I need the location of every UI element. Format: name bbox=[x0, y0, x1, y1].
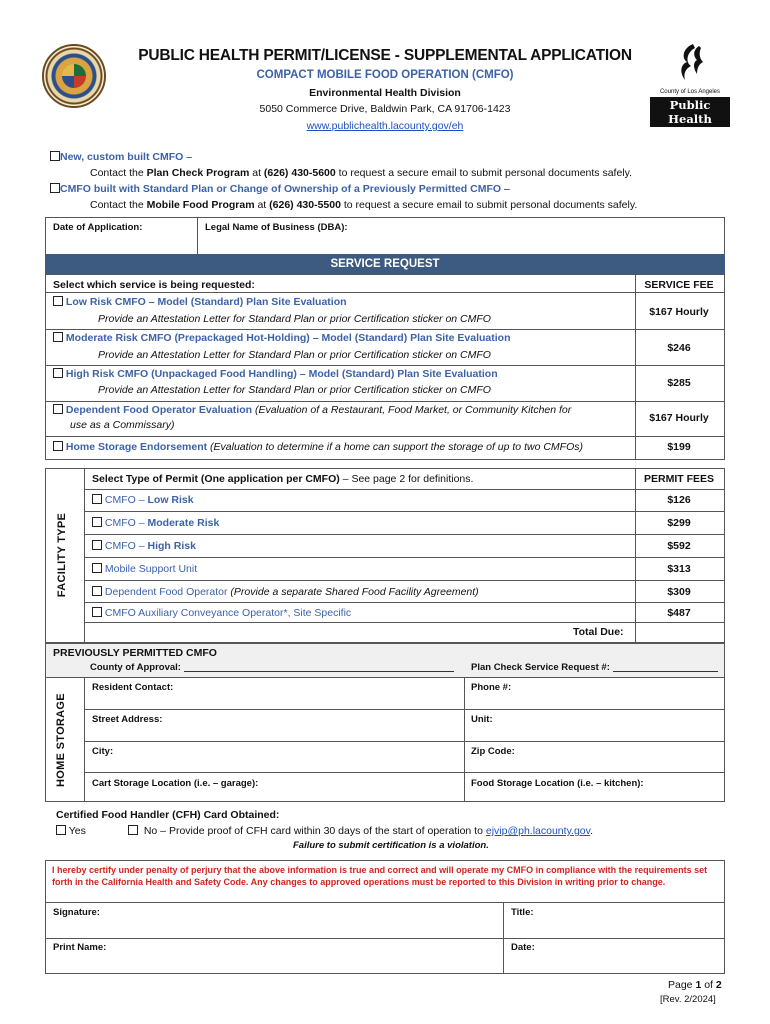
cfh-yes-option[interactable]: Yes bbox=[56, 825, 86, 837]
resident-contact-label: Resident Contact: bbox=[92, 682, 174, 693]
division-name: Environmental Health Division bbox=[309, 87, 461, 99]
service-row-home-storage[interactable]: Home Storage Endorsement (Evaluation to determine if a home can support the storage of up to two CMFOs) bbox=[53, 441, 583, 453]
option-standard-plan-instructions: Contact the Mobile Food Program at (626) 430-5500 to request a secure email to submit personal documents safely. bbox=[90, 199, 638, 211]
checkbox[interactable] bbox=[92, 607, 102, 617]
facility-column-label: Select Type of Permit (One application per CMFO) – See page 2 for definitions. bbox=[92, 473, 474, 485]
dba-label: Legal Name of Business (DBA): bbox=[205, 222, 348, 233]
cfh-no-option[interactable]: No – Provide proof of CFH card within 30 days of the start of operation to ejvip@ph.lacounty.gov. bbox=[128, 825, 593, 837]
service-fee-value: $285 bbox=[667, 377, 691, 389]
service-fee-value: $199 bbox=[667, 441, 691, 453]
previously-permitted-header: PREVIOUSLY PERMITTED CMFO bbox=[53, 647, 217, 659]
signature-field[interactable] bbox=[53, 920, 498, 936]
county-of-approval[interactable]: County of Approval: bbox=[90, 662, 454, 673]
checkbox[interactable] bbox=[92, 563, 102, 573]
facility-row-moderate-risk[interactable]: CMFO – Moderate Risk bbox=[92, 517, 219, 529]
signature-label: Signature: bbox=[53, 907, 100, 918]
title-label: Title: bbox=[511, 907, 534, 918]
facility-row-auxiliary-conveyance[interactable]: CMFO Auxiliary Conveyance Operator*, Site Specific bbox=[92, 607, 351, 619]
checkbox[interactable] bbox=[92, 540, 102, 550]
checkbox[interactable] bbox=[50, 151, 60, 161]
service-row-note: Provide an Attestation Letter for Standard Plan or prior Certification sticker on CMFO bbox=[98, 384, 491, 396]
street-address-label: Street Address: bbox=[92, 714, 163, 725]
division-address: 5050 Commerce Drive, Baldwin Park, CA 91706-1423 bbox=[259, 103, 511, 115]
checkbox[interactable] bbox=[92, 494, 102, 504]
checkbox[interactable] bbox=[53, 441, 63, 451]
public-health-swoosh-icon bbox=[675, 42, 705, 82]
logo-county-text: County of Los Angeles bbox=[659, 89, 721, 95]
service-row-note: Provide an Attestation Letter for Standard Plan or prior Certification sticker on CMFO bbox=[98, 313, 491, 325]
service-fee-value: $246 bbox=[667, 342, 691, 354]
facility-row-high-risk[interactable]: CMFO – High Risk bbox=[92, 540, 196, 552]
facility-row-dependent-operator[interactable]: Dependent Food Operator (Provide a separate Shared Food Facility Agreement) bbox=[92, 586, 479, 598]
permit-fee-value: $592 bbox=[667, 540, 691, 552]
page-subtitle: COMPACT MOBILE FOOD OPERATION (CMFO) bbox=[256, 69, 514, 81]
website-link[interactable]: www.publichealth.lacounty.gov/eh bbox=[306, 120, 464, 132]
permit-fee-value: $309 bbox=[667, 586, 691, 598]
permit-fee-value: $299 bbox=[667, 517, 691, 529]
print-name-field[interactable] bbox=[53, 955, 498, 971]
service-request-header: SERVICE REQUEST bbox=[45, 254, 725, 274]
service-fee-value: $167 Hourly bbox=[649, 412, 709, 424]
option-new-custom[interactable]: New, custom built CMFO – bbox=[50, 151, 192, 163]
zip-code-label: Zip Code: bbox=[471, 746, 515, 757]
cfh-title: Certified Food Handler (CFH) Card Obtained: bbox=[56, 809, 280, 821]
service-row-low-risk[interactable]: Low Risk CMFO – Model (Standard) Plan Site Evaluation bbox=[53, 296, 347, 308]
service-column-label: Select which service is being requested: bbox=[53, 279, 255, 291]
checkbox[interactable] bbox=[53, 404, 63, 414]
phone-label: Phone #: bbox=[471, 682, 512, 693]
date-of-application-field[interactable] bbox=[53, 236, 193, 252]
date-of-application-label: Date of Application: bbox=[53, 222, 143, 233]
plan-check-request[interactable]: Plan Check Service Request #: bbox=[471, 662, 718, 673]
home-storage-side-label: HOME STORAGE bbox=[55, 693, 67, 787]
service-row-note: Provide an Attestation Letter for Standard Plan or prior Certification sticker on CMFO bbox=[98, 349, 491, 361]
cart-storage-label: Cart Storage Location (i.e. – garage): bbox=[92, 778, 259, 789]
service-row-dependent-operator[interactable]: Dependent Food Operator Evaluation (Evaluation of a Restaurant, Food Market, or Community Kitchen for bbox=[53, 404, 571, 416]
permit-fee-value: $313 bbox=[667, 563, 691, 575]
service-row-moderate-risk[interactable]: Moderate Risk CMFO (Prepackaged Hot-Holding) – Model (Standard) Plan Site Evaluation bbox=[53, 332, 510, 344]
cfh-warning: Failure to submit certification is a violation. bbox=[293, 840, 489, 851]
unit-label: Unit: bbox=[471, 714, 493, 725]
checkbox[interactable] bbox=[92, 517, 102, 527]
facility-row-low-risk[interactable]: CMFO – Low Risk bbox=[92, 494, 194, 506]
city-label: City: bbox=[92, 746, 114, 757]
public-health-logo bbox=[650, 42, 730, 126]
dba-field[interactable] bbox=[205, 236, 720, 252]
date-label: Date: bbox=[511, 942, 535, 953]
checkbox[interactable] bbox=[53, 368, 63, 378]
service-row-note: use as a Commissary) bbox=[70, 419, 175, 431]
permit-fee-value: $487 bbox=[667, 607, 691, 619]
logo-name-text: Public Health bbox=[650, 97, 730, 127]
service-fee-header: SERVICE FEE bbox=[644, 279, 714, 291]
checkbox[interactable] bbox=[50, 183, 60, 193]
date-field[interactable] bbox=[511, 955, 721, 971]
title-field[interactable] bbox=[511, 920, 721, 936]
facility-row-mobile-support[interactable]: Mobile Support Unit bbox=[92, 563, 197, 575]
certification-statement: I hereby certify under penalty of perjury that the above information is true and correct and will operate my CMFO in compliance with the requirements set forth in the California Health and Safety Code. Any changes to approved operations must be reported to this Division in writing prior to change. bbox=[52, 865, 708, 887]
total-due-field[interactable] bbox=[637, 624, 723, 642]
permit-fee-header: PERMIT FEES bbox=[643, 473, 714, 485]
page-number: Page 1 of 2 bbox=[668, 979, 722, 991]
service-fee-value: $167 Hourly bbox=[649, 306, 709, 318]
permit-fee-value: $126 bbox=[667, 494, 691, 506]
checkbox[interactable] bbox=[53, 332, 63, 342]
option-new-custom-instructions: Contact the Plan Check Program at (626) 430-5600 to request a secure email to submit personal documents safely. bbox=[90, 167, 633, 179]
checkbox[interactable] bbox=[56, 825, 66, 835]
revision-date: [Rev. 2/2024] bbox=[660, 994, 716, 1005]
service-row-high-risk[interactable]: High Risk CMFO (Unpackaged Food Handling) – Model (Standard) Plan Site Evaluation bbox=[53, 368, 498, 380]
checkbox[interactable] bbox=[128, 825, 138, 835]
checkbox[interactable] bbox=[53, 296, 63, 306]
cfh-email-link[interactable]: ejvip@ph.lacounty.gov bbox=[485, 825, 591, 837]
food-storage-label: Food Storage Location (i.e. – kitchen): bbox=[471, 778, 644, 789]
facility-type-side-label: FACILITY TYPE bbox=[56, 512, 68, 598]
page-title: PUBLIC HEALTH PERMIT/LICENSE - SUPPLEMENTAL APPLICATION bbox=[138, 47, 632, 64]
option-standard-plan[interactable]: CMFO built with Standard Plan or Change of Ownership of a Previously Permitted CMFO – bbox=[50, 183, 510, 195]
checkbox[interactable] bbox=[92, 586, 102, 596]
total-due-label: Total Due: bbox=[573, 626, 624, 638]
print-name-label: Print Name: bbox=[53, 942, 107, 953]
